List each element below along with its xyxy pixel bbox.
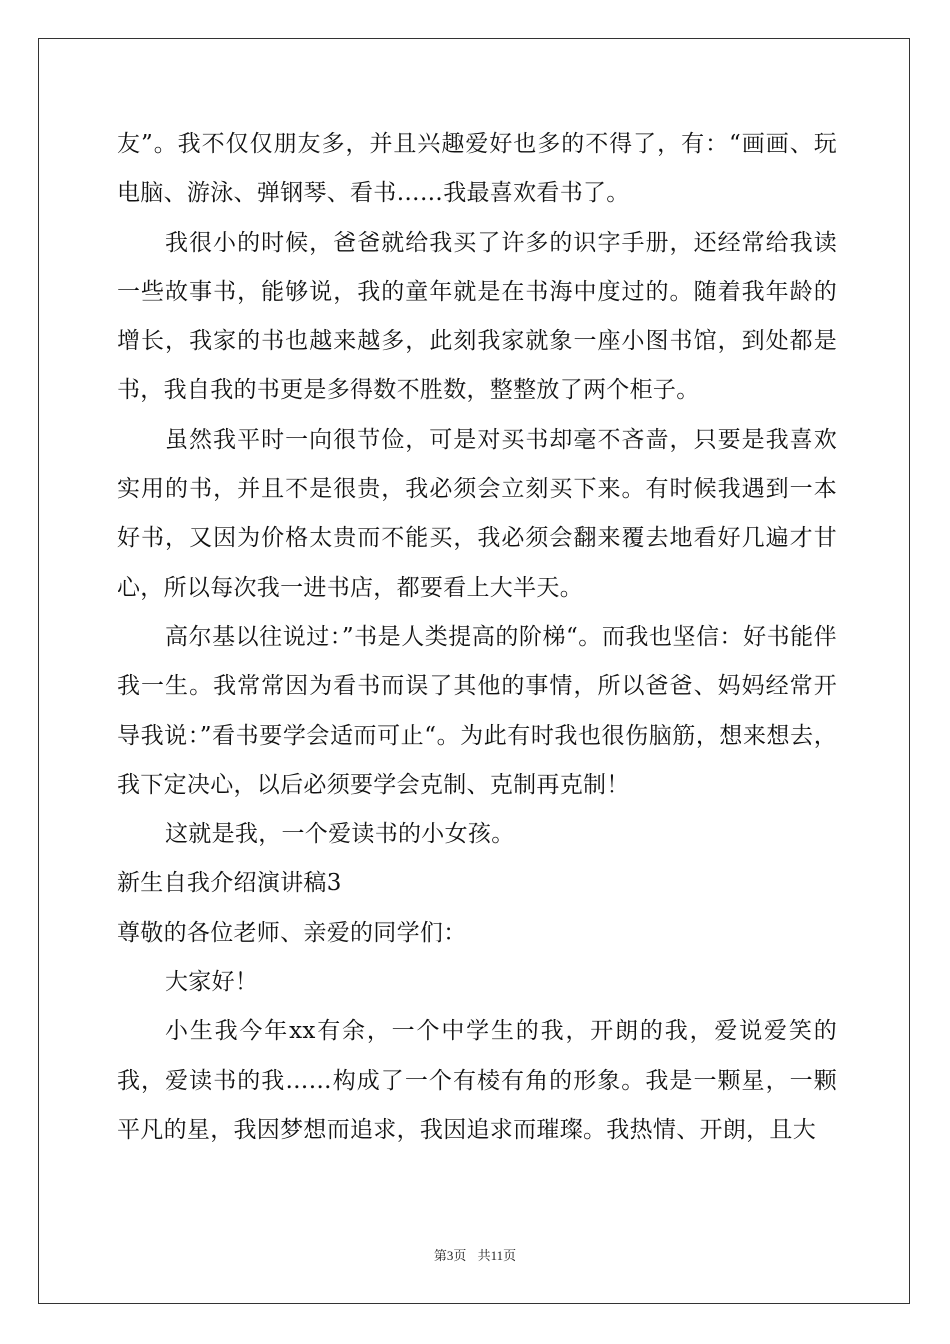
greeting: 大家好！ (165, 969, 259, 996)
section-heading: 新生自我介绍演讲稿3 (117, 870, 342, 897)
page-footer (0, 1245, 950, 1264)
paragraph-2: 我很小的时候，爸爸就给我买了许多的识字手册，还经常给我读一些故事书，能够说，我的童年就是在书海中度过的。随着我年龄的增长，我家的书也越来越多，此刻我家就象一座小图书馆，到处都是书，我自我的书更是多得数不胜数，整整放了两个柜子。 (117, 229, 837, 404)
page-number: 第3页 (433, 1248, 467, 1263)
paragraph-4: 高尔基以往说过：”书是人类提高的阶梯“。而我也坚信：好书能伴我一生。我常常因为看书而误了其他的事情，所以爸爸、妈妈经常开导我说：”看书要学会适而可止“。为此有时我也很伤脑筋，想来想去，我下定决心，以后必须要学会克制、克制再克制！ (117, 623, 837, 798)
salutation: 尊敬的各位老师、亲爱的同学们： (117, 919, 467, 946)
page-total: 共11页 (477, 1248, 517, 1263)
document-body (117, 120, 837, 1155)
paragraph-1: 友”。我不仅仅朋友多，并且兴趣爱好也多的不得了，有：“画画、玩电脑、游泳、弹钢琴、看书……我最喜欢看书了。 (117, 131, 837, 207)
paragraph-5: 这就是我，一个爱读书的小女孩。 (165, 821, 515, 848)
paragraph-9: 小生我今年xx有余，一个中学生的我，开朗的我，爱说爱笑的我，爱读书的我……构成了一个有棱有角的形象。我是一颗星，一颗平凡的星，我因梦想而追求，我因追求而璀璨。我热情、开朗，且大 (117, 1018, 837, 1143)
paragraph-3: 虽然我平时一向很节俭，可是对买书却毫不吝啬，只要是我喜欢实用的书，并且不是很贵，我必须会立刻买下来。有时候我遇到一本好书，又因为价格太贵而不能买，我必须会翻来覆去地看好几遍才甘心，所以每次我一进书店，都要看上大半天。 (117, 426, 837, 601)
